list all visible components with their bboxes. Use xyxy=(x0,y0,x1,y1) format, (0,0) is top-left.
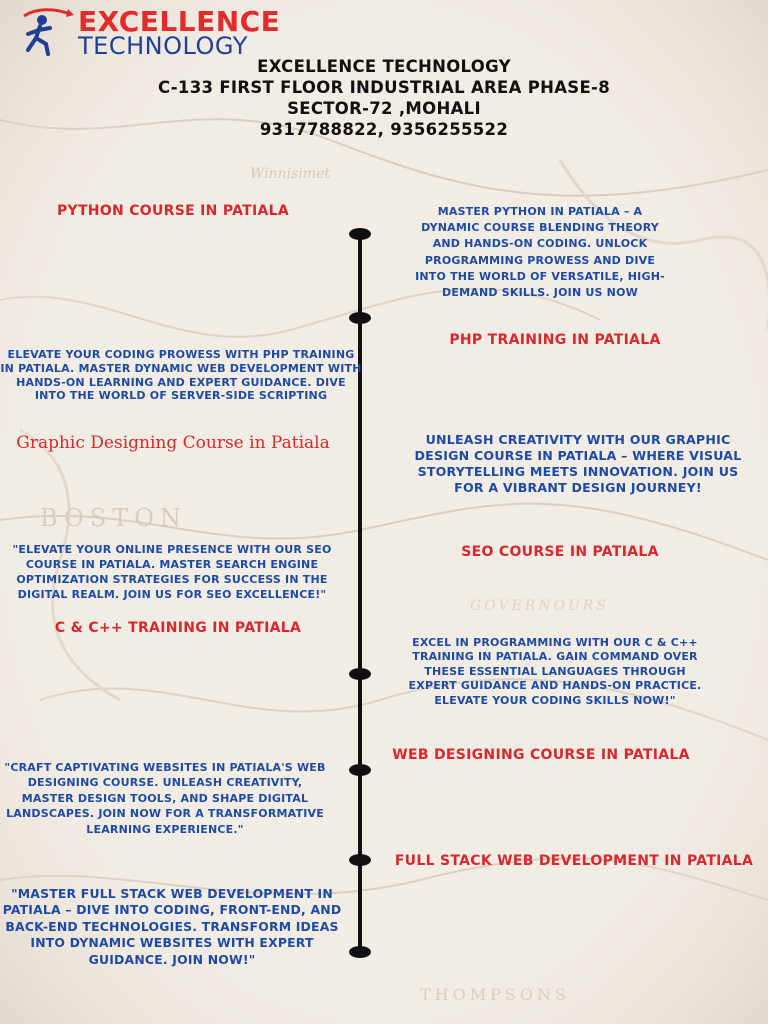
company-logo xyxy=(18,4,338,60)
sector-line: SECTOR-72 ,MOHALI xyxy=(287,99,481,118)
map-label-boston: BOSTON xyxy=(40,504,187,532)
logo-text-excellence: EXCELLENCE xyxy=(78,5,281,38)
timeline-dot xyxy=(349,228,371,240)
course-desc-full-stack: "MASTER FULL STACK WEB DEVELOPMENT IN PATIALA – DIVE INTO CODING, FRONT-END, AND BACK-END TECHNOLOGIES. TRANSFORM IDEAS INTO DYNAMIC WEBSITES WITH EXPERT GUIDANCE. JOIN NOW!" xyxy=(2,886,342,967)
map-label-governours: GOVERNOURS xyxy=(470,598,609,614)
course-desc-python: MASTER PYTHON IN PATIALA – A DYNAMIC COURSE BLENDING THEORY AND HANDS-ON CODING. UNLOCK PROGRAMMING PROWESS AND DIVE INTO THE WORLD OF VERSATILE, HIGH-DEMAND SKILLS. JOIN US NOW xyxy=(415,205,665,300)
course-title-seo: SEO COURSE IN PATIALA xyxy=(461,544,659,560)
course-title-c-cpp: C & C++ TRAINING IN PATIALA xyxy=(54,620,302,636)
timeline-dot xyxy=(349,946,371,958)
map-label-winnisimet: Winnisimet xyxy=(250,166,330,182)
company-name: EXCELLENCE TECHNOLOGY xyxy=(257,57,511,76)
course-title-graphic-design: Graphic Designing Course in Patiala xyxy=(16,433,330,453)
course-title-web-designing: WEB DESIGNING COURSE IN PATIALA xyxy=(392,747,690,763)
address-line: C-133 FIRST FLOOR INDUSTRIAL AREA PHASE-8 xyxy=(158,78,610,97)
course-desc-seo: "ELEVATE YOUR ONLINE PRESENCE WITH OUR SEO COURSE IN PATIALA. MASTER SEARCH ENGINE OPTIMIZATION STRATEGIES FOR SUCCESS IN THE DIGITAL REALM. JOIN US FOR SEO EXCELLENCE!" xyxy=(12,543,332,601)
timeline-line xyxy=(358,233,362,955)
course-desc-c-cpp: EXCEL IN PROGRAMMING WITH OUR C & C++ TRAINING IN PATIALA. GAIN COMMAND OVER THESE ESSENTIAL LANGUAGES THROUGH EXPERT GUIDANCE AND HANDS-ON PRACTICE. ELEVATE YOUR CODING SKILLS NOW!" xyxy=(408,636,702,707)
course-title-full-stack: FULL STACK WEB DEVELOPMENT IN PATIALA xyxy=(394,853,754,869)
timeline-dot xyxy=(349,668,371,680)
map-label-thompsons: THOMPSONS xyxy=(420,985,570,1004)
course-desc-web-designing: "CRAFT CAPTIVATING WEBSITES IN PATIALA'S WEB DESIGNING COURSE. UNLEASH CREATIVITY, MASTER DESIGN TOOLS, AND SHAPE DIGITAL LANDSCAPES. JOIN NOW FOR A TRANSFORMATIVE LEARNING EXPERIENCE." xyxy=(4,761,326,836)
running-person-logo-icon xyxy=(18,6,74,56)
timeline-dot xyxy=(349,312,371,324)
timeline-dot xyxy=(349,764,371,776)
course-title-php: PHP TRAINING IN PATIALA xyxy=(449,332,661,348)
phone-numbers: 9317788822, 9356255522 xyxy=(259,120,509,139)
timeline-dot xyxy=(349,854,371,866)
course-title-python: PYTHON COURSE IN PATIALA xyxy=(56,203,290,219)
course-desc-php: ELEVATE YOUR CODING PROWESS WITH PHP TRAINING IN PATIALA. MASTER DYNAMIC WEB DEVELOPMENT WITH HANDS-ON LEARNING AND EXPERT GUIDANCE. DIVE INTO THE WORLD OF SERVER-SIDE SCRIPTING xyxy=(0,348,362,403)
logo-text-technology: TECHNOLOGY xyxy=(78,32,248,60)
contact-header xyxy=(60,56,708,140)
course-desc-graphic-design: UNLEASH CREATIVITY WITH OUR GRAPHIC DESIGN COURSE IN PATIALA – WHERE VISUAL STORYTELLING MEETS INNOVATION. JOIN US FOR A VIBRANT DESIGN JOURNEY! xyxy=(414,432,742,495)
